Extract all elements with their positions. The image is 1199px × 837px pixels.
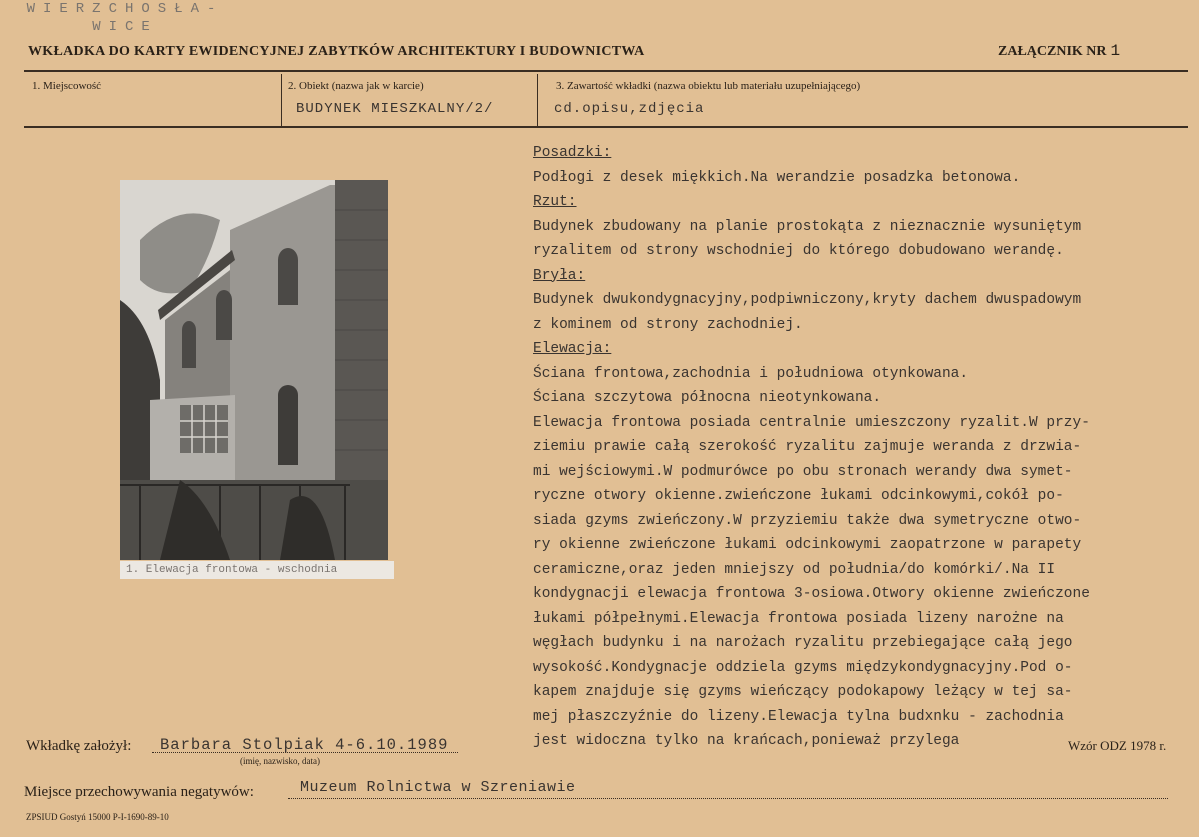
form-code: Wzór ODZ 1978 r. [1068,738,1167,753]
description-line: mi wejściowymi.W podmurówce po obu stronach werandy dwa symet- [533,463,1073,480]
building-photo [120,180,388,560]
description-line: Elewacja frontowa posiada centralnie umieszczony ryzalit.W przy- [533,414,1090,431]
town-value [0,0,250,36]
description-line: węgłach budynku i na narożach ryzalitu przebiegające całą jego [533,635,1073,651]
printer-info: ZPSIUD Gostyń 15000 P-I-1690-89-10 [26,812,169,822]
header-divider [24,70,1188,72]
description-line: kapem znajduje się gzyms wieńczący podokapowy leżący w tej sa- [533,684,1073,700]
section-heading: Elewacja: [533,341,612,357]
description-line: łukami półpełnymi.Elewacja frontowa posiada lizeny narożne na [533,610,1064,627]
object-label: 2. Obiekt (nazwa jak w karcie) [288,80,424,92]
description-line: siada gzyms zwieńczony.W przyziemiu także dwa symetryczne otwo- [533,512,1082,529]
attachment-value: 1 [1110,42,1121,60]
description-line: Ściana frontowa,zachodnia i południowa otynkowana. [533,365,969,382]
field-divider-1 [281,74,282,128]
description-line: ziemiu prawie całą szerokość ryzalitu zajmuje weranda z drzwia- [533,439,1082,455]
description-line: jest widoczna tylko na krańcach,ponieważ przylega [533,733,960,749]
photo-caption: 1. Elewacja frontowa - wschodnia [120,561,394,579]
description-line: z kominem od strony zachodniej. [533,316,803,333]
description-line: kondygnacji elewacja frontowa 3-osiowa.Otwory okienne zwieńczone [533,586,1090,602]
negatives-dotted-line [288,798,1168,799]
description-line: Budynek zbudowany na planie prostokąta z nieznacznie wysuniętym [533,218,1082,235]
town-value-line-1: WIERZCHOSŁA- [26,1,224,17]
description-line: ry okienne zwieńczone łukami odcinkowymi zaopatrzone w parapety [533,537,1082,553]
description-line: ryczne otwory okienne.zwieńczone łukami odcinkowymi,cokół po- [533,488,1064,504]
founder-sublabel: (imię, nazwisko, data) [240,756,320,766]
negatives-value: Muzeum Rolnictwa w Szreniawie [300,779,576,796]
fields-divider [24,126,1188,128]
building-photo-image [120,180,388,560]
description-line: Podłogi z desek miękkich.Na werandzie posadzka betonowa. [533,169,1021,186]
town-value-line-2: WICE [92,19,158,35]
negatives-label: Miejsce przechowywania negatywów: [24,784,254,800]
form-title: WKŁADKA DO KARTY EWIDENCYJNEJ ZABYTKÓW ARCHITEKTURY I BUDOWNICTWA [28,44,645,59]
section-heading: Rzut: [533,194,577,210]
description-text [533,141,1197,754]
founder-dotted-line [152,752,458,753]
section-heading: Posadzki: [533,145,612,161]
content-label: 3. Zawartość wkładki (nazwa obiektu lub materiału uzupełniającego) [556,80,861,92]
field-divider-2 [537,74,538,128]
description-line: Budynek dwukondygnacyjny,podpiwniczony,kryty dachem dwuspadowym [533,292,1082,308]
attachment-label: ZAŁĄCZNIK NR [998,44,1107,59]
description-line: ryzalitem od strony wschodniej do którego dobudowano werandę. [533,243,1064,259]
attachment-number [998,42,1120,60]
founder-label: Wkładkę założył: [26,738,132,754]
description-line: mej płaszczyźnie do lizeny.Elewacja tylna budxnku - zachodnia [533,708,1064,725]
town-label: 1. Miejscowość [32,80,102,92]
description-line: wysokość.Kondygnacje oddziela gzyms międzykondygnacyjny.Pod o- [533,659,1073,676]
description-line: Ściana szczytowa północna nieotynkowana. [533,390,882,406]
founder-value: Barbara Stolpiak 4-6.10.1989 [160,736,449,754]
description-line: ceramiczne,oraz jeden mniejszy od południa/do komórki/.Na II [533,561,1056,578]
object-value: BUDYNEK MIESZKALNY/2/ [296,101,494,117]
content-value: cd.opisu,zdjęcia [554,101,705,117]
section-heading: Bryła: [533,267,586,284]
